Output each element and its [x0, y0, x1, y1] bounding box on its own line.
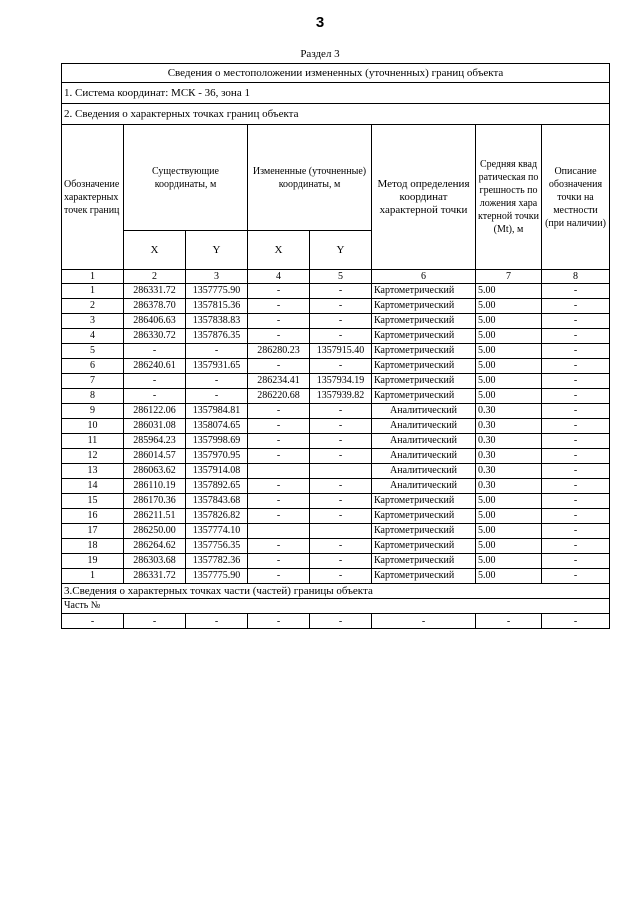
table-row — [62, 464, 610, 479]
cell-existing-y: - — [186, 344, 248, 359]
cell-changed-y: - — [310, 554, 372, 569]
cell-description: - — [542, 404, 610, 419]
column-number: 3 — [186, 270, 248, 284]
cell-changed-x: - — [248, 434, 310, 449]
cell-changed-y: 1357915.40 — [310, 344, 372, 359]
column-number: 7 — [476, 270, 542, 284]
cell-existing-y: 1357876.35 — [186, 329, 248, 344]
cell-changed-x: 286234.41 — [248, 374, 310, 389]
cell-existing-x: 286331.72 — [124, 284, 186, 299]
cell-existing-y: 1357970.95 — [186, 449, 248, 464]
cell-method: Картометрический — [372, 359, 476, 374]
column-number: 2 — [124, 270, 186, 284]
cell-accuracy: 5.00 — [476, 359, 542, 374]
part-cell: - — [248, 614, 310, 629]
cell-method: Картометрический — [372, 509, 476, 524]
cell-changed-y: - — [310, 284, 372, 299]
cell-existing-x: - — [124, 344, 186, 359]
cell-existing-y: 1357782.36 — [186, 554, 248, 569]
cell-existing-x: 286240.61 — [124, 359, 186, 374]
table-row — [62, 434, 610, 449]
cell-existing-x: 286014.57 — [124, 449, 186, 464]
cell-changed-x: - — [248, 419, 310, 434]
cell-existing-x: 286122.06 — [124, 404, 186, 419]
cell-method: Картометрический — [372, 299, 476, 314]
cell-existing-x: 286211.51 — [124, 509, 186, 524]
cell-changed-x: - — [248, 569, 310, 584]
cell-accuracy: 5.00 — [476, 554, 542, 569]
cell-accuracy: 5.00 — [476, 314, 542, 329]
cell-accuracy: 5.00 — [476, 509, 542, 524]
cell-method: Картометрический — [372, 539, 476, 554]
cell-accuracy: 0.30 — [476, 404, 542, 419]
cell-existing-y: - — [186, 389, 248, 404]
cell-existing-y: 1357826.82 — [186, 509, 248, 524]
cell-method: Картометрический — [372, 344, 476, 359]
cell-existing-y: 1357931.65 — [186, 359, 248, 374]
cell-changed-x: - — [248, 404, 310, 419]
cell-point-number: 18 — [62, 539, 124, 554]
table-row — [62, 314, 610, 329]
cell-method: Аналитический — [372, 479, 476, 494]
cell-accuracy: 0.30 — [476, 449, 542, 464]
cell-existing-x: 286110.19 — [124, 479, 186, 494]
cell-method: Аналитический — [372, 434, 476, 449]
cell-existing-y: 1357774.10 — [186, 524, 248, 539]
cell-accuracy: 5.00 — [476, 524, 542, 539]
header-changed-coordinates: Измененные (уточненные) координаты, м — [248, 125, 372, 231]
cell-point-number: 12 — [62, 449, 124, 464]
part-number-label: Часть № — [62, 599, 610, 614]
cell-method: Аналитический — [372, 464, 476, 479]
cell-point-number: 8 — [62, 389, 124, 404]
cell-existing-y: 1357815.36 — [186, 299, 248, 314]
cell-point-number: 10 — [62, 419, 124, 434]
cell-changed-x: - — [248, 554, 310, 569]
cell-changed-y: - — [310, 569, 372, 584]
part-cell: - — [124, 614, 186, 629]
cell-accuracy: 5.00 — [476, 299, 542, 314]
cell-point-number: 3 — [62, 314, 124, 329]
cell-existing-y: 1357756.35 — [186, 539, 248, 554]
cell-point-number: 1 — [62, 284, 124, 299]
cell-existing-y: - — [186, 374, 248, 389]
cell-existing-x: 286250.00 — [124, 524, 186, 539]
table-title: Сведения о местоположении измененных (уточненных) границ объекта — [62, 64, 610, 83]
cell-accuracy: 5.00 — [476, 389, 542, 404]
cell-accuracy: 0.30 — [476, 434, 542, 449]
cell-changed-x: - — [248, 299, 310, 314]
cell-description: - — [542, 329, 610, 344]
cell-accuracy: 0.30 — [476, 464, 542, 479]
cell-changed-y: - — [310, 509, 372, 524]
cell-description: - — [542, 569, 610, 584]
cell-existing-y: 1358074.65 — [186, 419, 248, 434]
cell-description: - — [542, 344, 610, 359]
table-row — [62, 389, 610, 404]
table-row — [62, 329, 610, 344]
cell-existing-x: - — [124, 374, 186, 389]
cell-changed-y: - — [310, 419, 372, 434]
cell-method: Картометрический — [372, 494, 476, 509]
cell-description: - — [542, 449, 610, 464]
cell-changed-y: - — [310, 434, 372, 449]
cell-method: Картометрический — [372, 524, 476, 539]
cell-point-number: 1 — [62, 569, 124, 584]
cell-changed-x: 286220.68 — [248, 389, 310, 404]
cell-changed-x: - — [248, 359, 310, 374]
cell-point-number: 14 — [62, 479, 124, 494]
part-cell: - — [186, 614, 248, 629]
cell-existing-y: 1357843.68 — [186, 494, 248, 509]
cell-description: - — [542, 374, 610, 389]
header-description: Описание обозначения точки на местности (при наличии) — [542, 125, 610, 270]
cell-method: Картометрический — [372, 314, 476, 329]
cell-accuracy: 5.00 — [476, 569, 542, 584]
cell-point-number: 7 — [62, 374, 124, 389]
cell-accuracy: 5.00 — [476, 494, 542, 509]
cell-accuracy: 5.00 — [476, 344, 542, 359]
cell-description: - — [542, 479, 610, 494]
cell-accuracy: 0.30 — [476, 479, 542, 494]
cell-changed-x: - — [248, 494, 310, 509]
cell-description: - — [542, 359, 610, 374]
cell-changed-y: - — [310, 539, 372, 554]
cell-changed-y: - — [310, 404, 372, 419]
cell-existing-x: 285964.23 — [124, 434, 186, 449]
section-label: Раздел 3 — [300, 48, 340, 60]
cell-existing-y: 1357998.69 — [186, 434, 248, 449]
cell-description: - — [542, 419, 610, 434]
cell-existing-x: 286330.72 — [124, 329, 186, 344]
table-row — [62, 479, 610, 494]
cell-existing-x: 286331.72 — [124, 569, 186, 584]
cell-method: Картометрический — [372, 389, 476, 404]
column-number: 4 — [248, 270, 310, 284]
table-row — [62, 404, 610, 419]
cell-changed-y: 1357934.19 — [310, 374, 372, 389]
table-row — [62, 449, 610, 464]
cell-changed-y: - — [310, 479, 372, 494]
cell-description: - — [542, 389, 610, 404]
cell-existing-x: 286170.36 — [124, 494, 186, 509]
cell-existing-y: 1357775.90 — [186, 569, 248, 584]
table-row — [62, 344, 610, 359]
cell-description: - — [542, 494, 610, 509]
table-row — [62, 284, 610, 299]
cell-method: Аналитический — [372, 449, 476, 464]
cell-accuracy: 5.00 — [476, 374, 542, 389]
cell-changed-x: - — [248, 509, 310, 524]
cell-accuracy: 5.00 — [476, 284, 542, 299]
cell-method: Картометрический — [372, 374, 476, 389]
cell-accuracy: 0.30 — [476, 419, 542, 434]
cell-point-number: 6 — [62, 359, 124, 374]
cell-existing-x: 286303.68 — [124, 554, 186, 569]
cell-changed-x: - — [248, 329, 310, 344]
cell-changed-y: - — [310, 359, 372, 374]
cell-existing-x: 286063.62 — [124, 464, 186, 479]
table-row — [62, 554, 610, 569]
header-accuracy: Средняя квадратическая погрешность положения характерной точки (Mt), м — [476, 125, 542, 270]
part-cell: - — [372, 614, 476, 629]
cell-method: Картометрический — [372, 284, 476, 299]
cell-description: - — [542, 539, 610, 554]
points-section-title: 2. Сведения о характерных точках границ объекта — [62, 104, 610, 125]
column-number: 1 — [62, 270, 124, 284]
cell-changed-x: - — [248, 314, 310, 329]
part-cell: - — [62, 614, 124, 629]
cell-point-number: 2 — [62, 299, 124, 314]
cell-changed-x: - — [248, 449, 310, 464]
table-row — [62, 494, 610, 509]
cell-existing-y: 1357892.65 — [186, 479, 248, 494]
cell-changed-x — [248, 464, 310, 479]
cell-changed-y: - — [310, 329, 372, 344]
part-cell: - — [310, 614, 372, 629]
column-number: 6 — [372, 270, 476, 284]
cell-changed-x — [248, 524, 310, 539]
cell-changed-x: - — [248, 284, 310, 299]
header-x-changed: X — [248, 231, 310, 270]
column-number: 5 — [310, 270, 372, 284]
cell-changed-x: - — [248, 539, 310, 554]
cell-changed-y — [310, 464, 372, 479]
cell-existing-x: 286406.63 — [124, 314, 186, 329]
cell-point-number: 9 — [62, 404, 124, 419]
cell-description: - — [542, 509, 610, 524]
cell-changed-y — [310, 524, 372, 539]
cell-description: - — [542, 464, 610, 479]
cell-existing-y: 1357838.83 — [186, 314, 248, 329]
cell-point-number: 15 — [62, 494, 124, 509]
part-cell: - — [542, 614, 610, 629]
cell-description: - — [542, 284, 610, 299]
cell-description: - — [542, 554, 610, 569]
cell-point-number: 5 — [62, 344, 124, 359]
cell-existing-x: 286264.62 — [124, 539, 186, 554]
cell-changed-y: 1357939.82 — [310, 389, 372, 404]
cell-point-number: 19 — [62, 554, 124, 569]
cell-existing-x: 286378.70 — [124, 299, 186, 314]
cell-existing-y: 1357914.08 — [186, 464, 248, 479]
table-row — [62, 359, 610, 374]
header-existing-coordinates: Существующие координаты, м — [124, 125, 248, 231]
part-cell: - — [476, 614, 542, 629]
cell-method: Картометрический — [372, 569, 476, 584]
cell-point-number: 17 — [62, 524, 124, 539]
cell-point-number: 16 — [62, 509, 124, 524]
cell-changed-y: - — [310, 494, 372, 509]
cell-point-number: 11 — [62, 434, 124, 449]
cell-changed-x: 286280.23 — [248, 344, 310, 359]
table-row — [62, 509, 610, 524]
table-row — [62, 539, 610, 554]
cell-method: Картометрический — [372, 554, 476, 569]
header-method: Метод определения координат характерной точки — [372, 125, 476, 270]
cell-description: - — [542, 434, 610, 449]
cell-existing-x: 286031.08 — [124, 419, 186, 434]
cell-point-number: 13 — [62, 464, 124, 479]
cell-existing-x: - — [124, 389, 186, 404]
header-point-designation: Обозначение характерных точек границ — [62, 125, 124, 270]
table-row — [62, 299, 610, 314]
table-row — [62, 569, 610, 584]
cell-changed-y: - — [310, 314, 372, 329]
parts-section-title: 3.Сведения о характерных точках части (частей) границы объекта — [62, 584, 610, 599]
cell-changed-y: - — [310, 449, 372, 464]
cell-description: - — [542, 314, 610, 329]
cell-existing-y: 1357984.81 — [186, 404, 248, 419]
cell-changed-y: - — [310, 299, 372, 314]
cell-accuracy: 5.00 — [476, 329, 542, 344]
header-x-existing: X — [124, 231, 186, 270]
cell-method: Аналитический — [372, 404, 476, 419]
cell-description: - — [542, 524, 610, 539]
cell-method: Картометрический — [372, 329, 476, 344]
cell-point-number: 4 — [62, 329, 124, 344]
table-row — [62, 524, 610, 539]
column-number: 8 — [542, 270, 610, 284]
table-row — [62, 419, 610, 434]
cell-method: Аналитический — [372, 419, 476, 434]
page-number: 3 — [315, 14, 325, 31]
table-row — [62, 374, 610, 389]
cell-changed-x: - — [248, 479, 310, 494]
cell-description: - — [542, 299, 610, 314]
cell-accuracy: 5.00 — [476, 539, 542, 554]
boundary-points-table — [61, 63, 610, 629]
coordinate-system: 1. Система координат: МСК - 36, зона 1 — [62, 83, 610, 104]
cell-existing-y: 1357775.90 — [186, 284, 248, 299]
header-y-changed: Y — [310, 231, 372, 270]
header-y-existing: Y — [186, 231, 248, 270]
